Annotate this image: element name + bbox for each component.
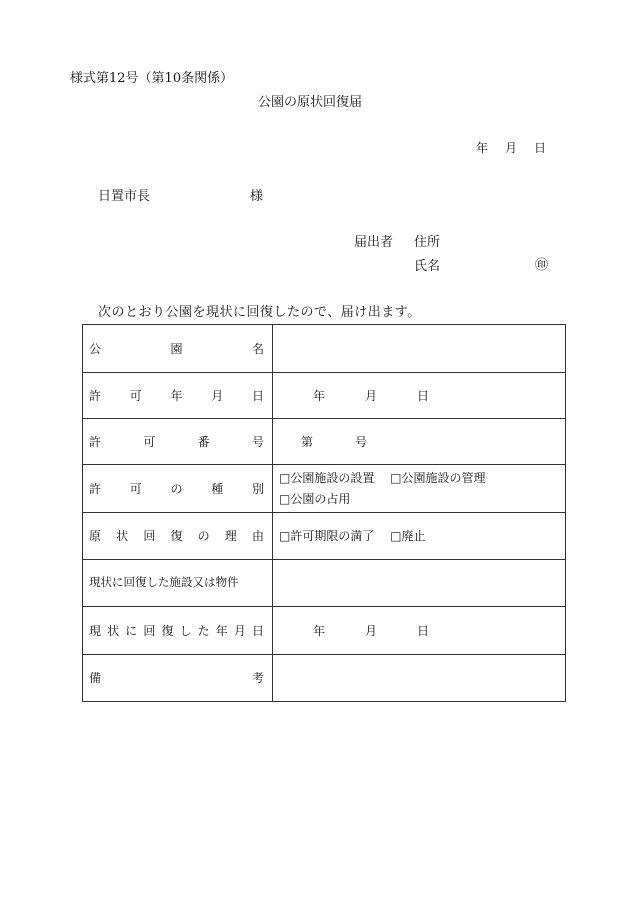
page-title: 公園の原状回復届 [258,95,363,110]
table-row-remarks [83,655,566,702]
date-month-label: 月 [504,141,517,155]
checkbox-permit-expired[interactable]: □許可期限の満了 [279,529,375,543]
checkbox-facility-installation[interactable]: □公園施設の設置 [279,471,375,485]
permit-number-label: 許 可 番 号 [83,419,273,465]
park-name-label: 公 園 名 [83,325,273,373]
notification-table [82,324,566,702]
reason-field [273,513,566,560]
permit-date-field[interactable] [273,373,566,419]
date-day-label: 日 [533,141,546,155]
restore-date-year: 年 [313,623,326,638]
permit-date-label: 許 可 年 月 日 [83,373,273,419]
table-row-reason [83,513,566,560]
remarks-field[interactable] [273,655,566,702]
restore-date-month: 月 [364,623,377,638]
addressee-honorific: 様 [250,189,264,204]
table-row-park [83,325,566,373]
date-year-label: 年 [476,141,489,155]
permit-number-field[interactable] [273,419,566,465]
applicant-label: 届出者 [354,235,394,250]
permit-date-month: 月 [364,388,377,403]
table-row-permit-type [83,465,566,513]
table-row-facility [83,560,566,607]
park-name-field[interactable] [273,325,566,373]
restore-date-day: 日 [416,623,429,638]
facility-field[interactable] [273,560,566,607]
checkbox-abolished[interactable]: □廃止 [390,529,426,543]
intro-text: 次のとおり公園を現状に回復したので、届け出ます。 [98,305,421,320]
addressee-name: 日置市長 [98,189,151,204]
restore-date-label: 現 状 に 回 復 し た 年 月 日 [83,607,273,655]
permit-type-field [273,465,566,513]
permit-date-day: 日 [416,388,429,403]
permit-number-suffix: 号 [354,434,367,449]
facility-label: 現状に回復した施設又は物件 [83,560,273,607]
restore-date-field[interactable] [273,607,566,655]
table-row-restore-date [83,607,566,655]
table-row-permit-date [83,373,566,419]
form-number: 様式第12号（第10条関係） [70,71,234,86]
reason-label: 原 状 回 復 の 理 由 [83,513,273,560]
name-label: 氏名 [414,259,441,274]
table-row-permit-no [83,419,566,465]
permit-date-year: 年 [313,388,326,403]
permit-type-label: 許 可 の 種 別 [83,465,273,513]
seal-mark: ㊞ [535,258,549,273]
permit-number-prefix: 第 [301,434,314,449]
checkbox-facility-management[interactable]: □公園施設の管理 [390,471,486,485]
remarks-label: 備 考 [83,655,273,702]
submission-date [476,142,546,154]
checkbox-park-occupancy[interactable]: □公園の占用 [279,492,351,506]
address-label: 住所 [414,235,441,250]
